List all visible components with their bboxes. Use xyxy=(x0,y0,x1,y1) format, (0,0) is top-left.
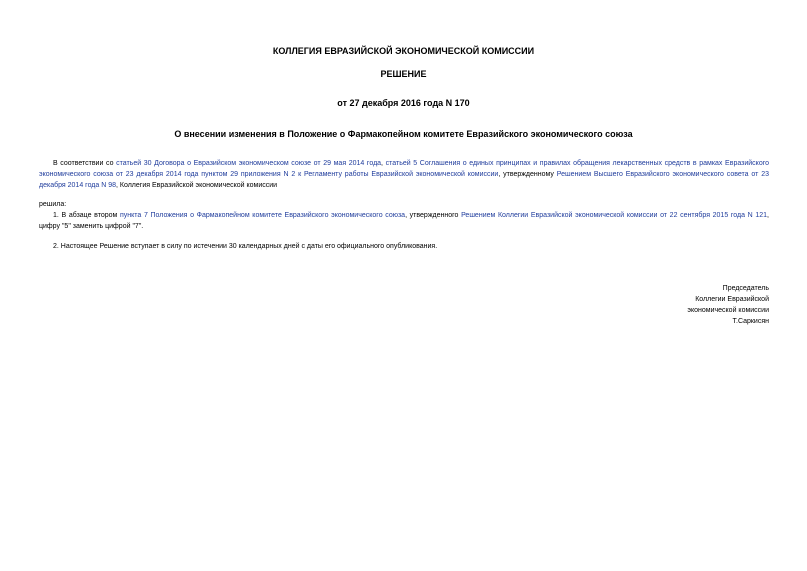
link-regulation-item-29[interactable]: пунктом 29 приложения N 2 к Регламенту работы Евразийской экономической комиссии xyxy=(201,171,499,178)
item-1-text-2: , утвержденного xyxy=(405,212,462,219)
decided-label: решила: xyxy=(39,201,67,208)
preamble-text-1: В соответствии со xyxy=(53,160,117,167)
date-number-heading: от 27 декабря 2016 года N 170 xyxy=(337,98,470,108)
signature-block xyxy=(569,283,769,327)
link-treaty-article-30[interactable]: статьей 30 Договора о Евразийском экономическом союзе от 29 мая 2014 года xyxy=(116,160,382,167)
item-1-text-1: 1. В абзаце втором xyxy=(53,212,120,219)
document-type-heading: РЕШЕНИЕ xyxy=(380,69,427,79)
signature-line-1: Председатель xyxy=(722,285,769,292)
link-commission-decision-121[interactable]: Решением Коллегии Евразийской экономической комиссии от 22 сентября 2015 года N 121 xyxy=(461,212,768,219)
preamble-text-4: , утвержденному xyxy=(498,171,557,178)
document-title: О внесении изменения в Положение о Фармакопейном комитете Евразийского экономического союза xyxy=(174,129,633,139)
item-2-paragraph: 2. Настоящее Решение вступает в силу по истечении 30 календарных дней с даты его официального опубликования. xyxy=(53,243,438,250)
link-supreme-council-decision-98[interactable]: Решением Высшего Евразийского экономического совета от 23 декабря 2014 года N 98 xyxy=(39,171,769,189)
link-agreement-article-5[interactable]: статьей 5 Соглашения о единых принципах и правилах обращения лекарственных средств в рамках Евразийского экономического союза от 23 декабря 2014 года xyxy=(39,160,770,178)
preamble-text-2: , xyxy=(381,160,386,167)
item-1-text-3: , цифру "5" заменить цифрой "7". xyxy=(39,212,769,230)
signature-name: Т.Саркисян xyxy=(732,318,769,325)
signature-line-2: Коллегии Евразийской xyxy=(695,296,769,303)
item-1-paragraph xyxy=(39,210,769,232)
organization-heading: КОЛЛЕГИЯ ЕВРАЗИЙСКОЙ ЭКОНОМИЧЕСКОЙ КОМИССИИ xyxy=(272,46,535,56)
link-regulation-item-7[interactable]: пункта 7 Положения о Фармакопейном комитете Евразийского экономического союза xyxy=(120,212,406,219)
preamble-paragraph xyxy=(39,158,769,191)
preamble-text-5: , Коллегия Евразийской экономической комиссии xyxy=(116,182,278,189)
signature-line-3: экономической комиссии xyxy=(687,307,769,314)
